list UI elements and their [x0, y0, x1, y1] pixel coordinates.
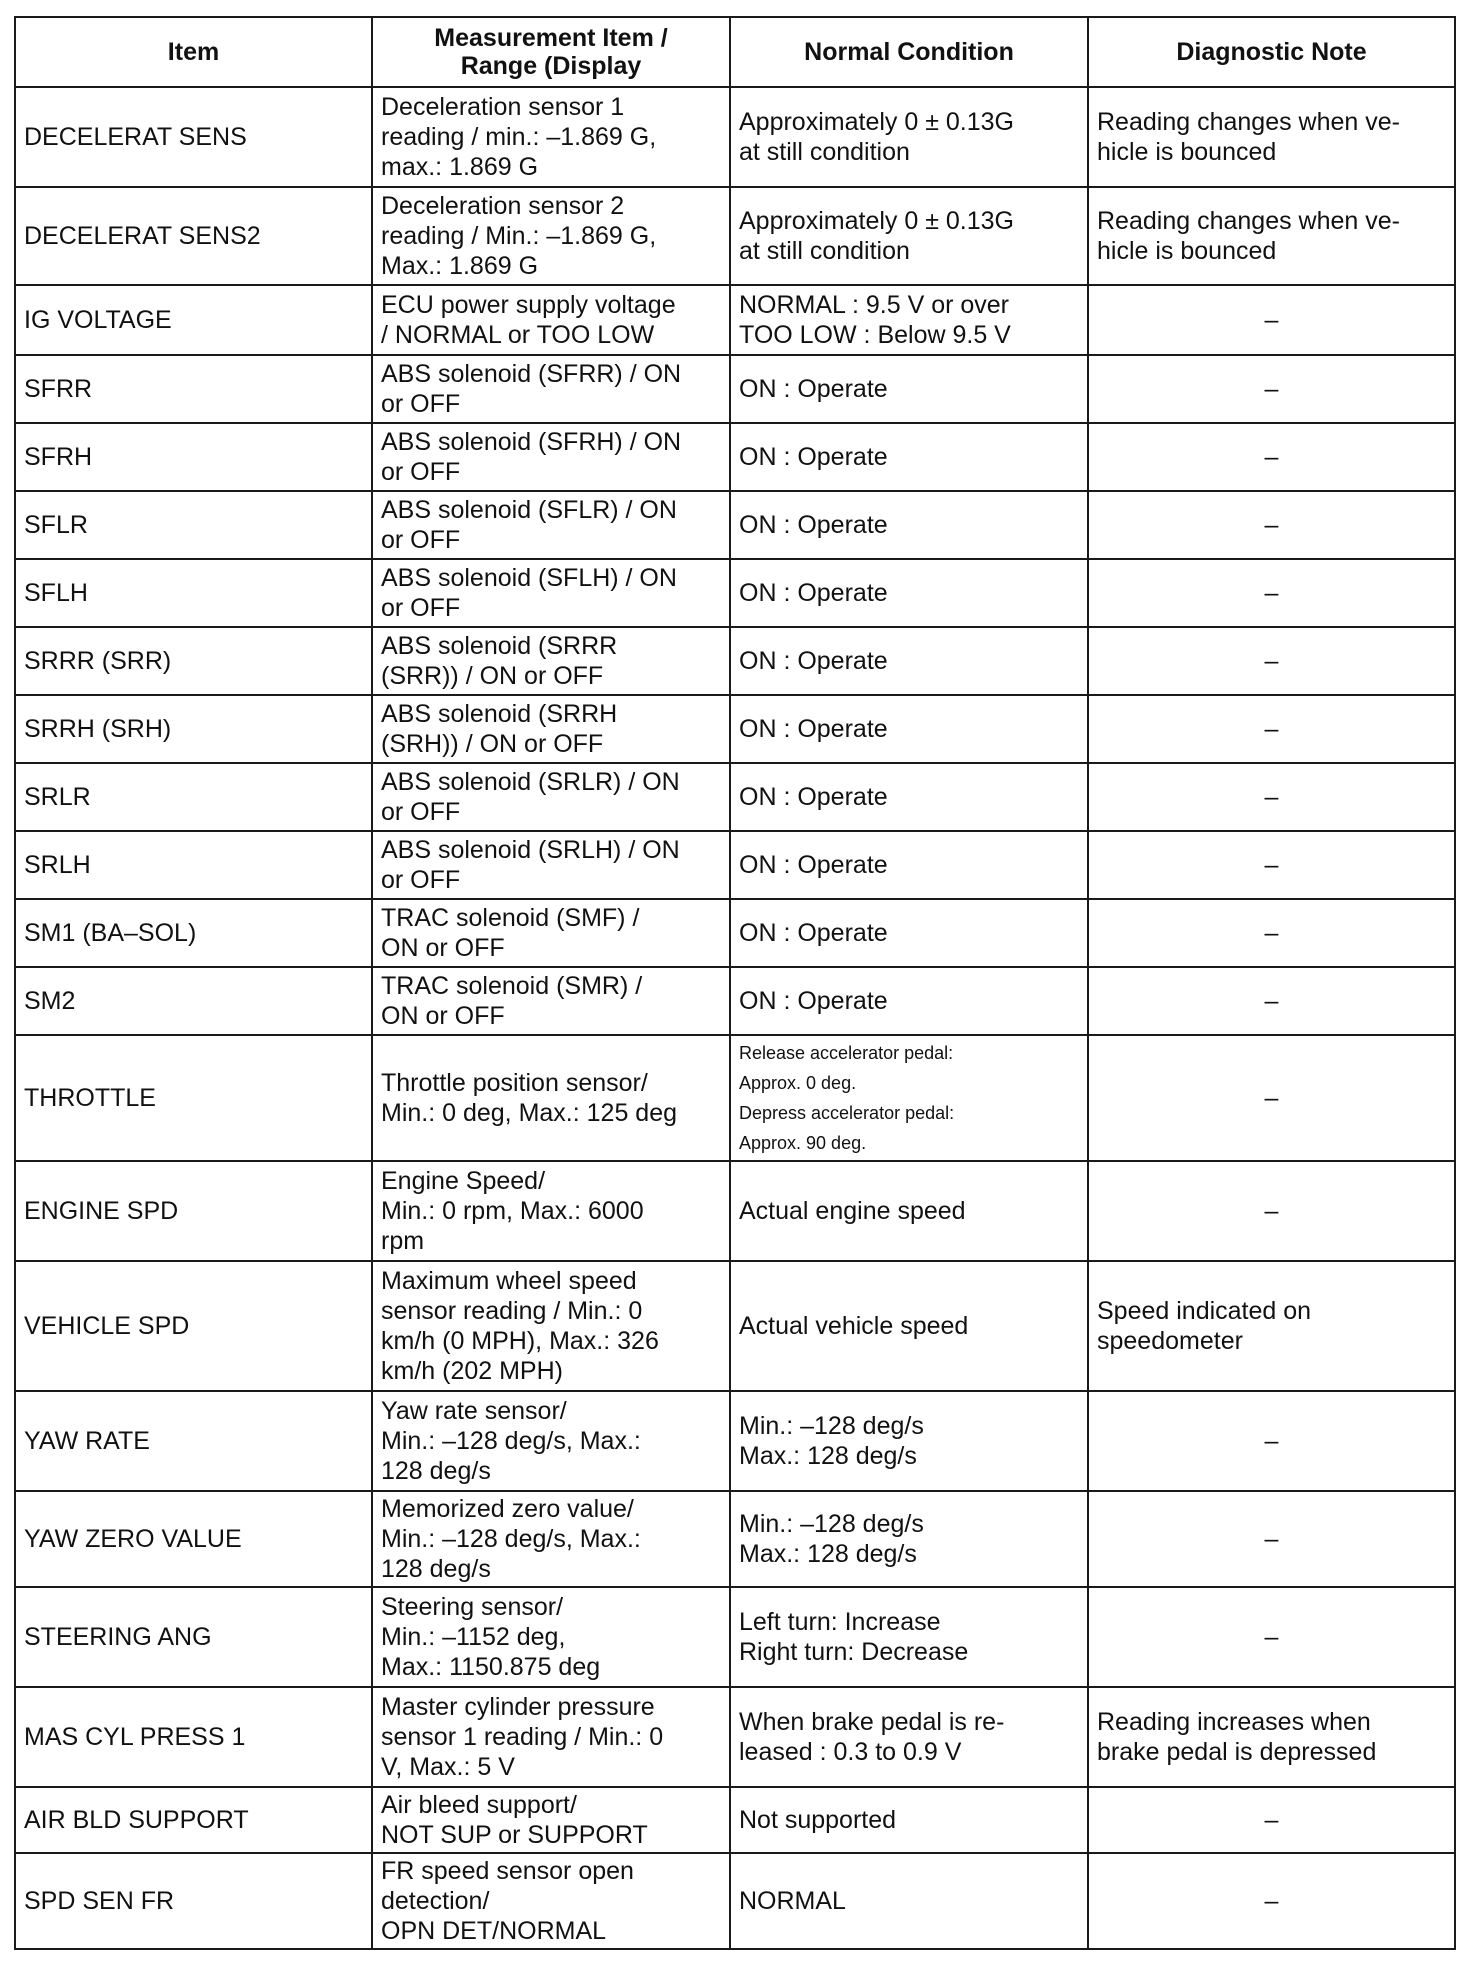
table-row — [15, 1035, 1455, 1161]
cell-diagnostic-note-text: – — [1264, 987, 1279, 1015]
cell-diagnostic-note — [1088, 1853, 1455, 1949]
cell-measurement-text: Deceleration sensor 1 reading / min.: –1.869 G, max.: 1.869 G — [381, 93, 657, 181]
cell-diagnostic-note-text: – — [1264, 919, 1279, 947]
cell-item — [15, 627, 372, 695]
header-item: Item — [15, 17, 372, 87]
cell-measurement-text: ABS solenoid (SRLR) / ON or OFF — [381, 768, 680, 826]
cell-diagnostic-note — [1088, 1035, 1455, 1161]
cell-item-text: YAW ZERO VALUE — [24, 1525, 242, 1553]
table-row — [15, 285, 1455, 355]
table-row — [15, 627, 1455, 695]
cell-measurement-text: Steering sensor/ Min.: –1152 deg, Max.: 1150.875 deg — [381, 1593, 601, 1681]
cell-diagnostic-note — [1088, 1161, 1455, 1261]
cell-measurement — [372, 1587, 730, 1687]
cell-normal-condition — [730, 763, 1088, 831]
cell-measurement-text: Engine Speed/ Min.: 0 rpm, Max.: 6000 rpm — [381, 1167, 644, 1255]
cell-diagnostic-note-text: Reading increases when brake pedal is depressed — [1097, 1708, 1377, 1766]
cell-item-text: DECELERAT SENS2 — [24, 222, 261, 250]
cell-diagnostic-note-text: – — [1264, 851, 1279, 879]
table-row — [15, 355, 1455, 423]
cell-item — [15, 87, 372, 187]
cell-item — [15, 187, 372, 285]
cell-normal-condition-text: Approximately 0 ± 0.13G at still condition — [739, 108, 1014, 166]
cell-normal-condition-text: Actual vehicle speed — [739, 1312, 969, 1340]
cell-item-text: SRRR (SRR) — [24, 647, 172, 675]
cell-item-text: THROTTLE — [24, 1084, 156, 1112]
cell-measurement — [372, 831, 730, 899]
cell-item — [15, 285, 372, 355]
cell-normal-condition — [730, 695, 1088, 763]
cell-measurement — [372, 1787, 730, 1853]
cell-normal-condition-text: ON : Operate — [739, 919, 888, 947]
cell-normal-condition — [730, 491, 1088, 559]
cell-item-text: DECELERAT SENS — [24, 123, 247, 151]
cell-measurement — [372, 967, 730, 1035]
cell-diagnostic-note — [1088, 1587, 1455, 1687]
cell-normal-condition — [730, 1787, 1088, 1853]
cell-item — [15, 1853, 372, 1949]
cell-item — [15, 491, 372, 559]
cell-normal-condition — [730, 899, 1088, 967]
cell-measurement — [372, 559, 730, 627]
cell-item-text: MAS CYL PRESS 1 — [24, 1723, 246, 1751]
cell-item — [15, 1261, 372, 1391]
cell-normal-condition-text: ON : Operate — [739, 987, 888, 1015]
cell-diagnostic-note-text: – — [1264, 783, 1279, 811]
cell-measurement — [372, 1491, 730, 1587]
cell-item-text: VEHICLE SPD — [24, 1312, 190, 1340]
cell-diagnostic-note — [1088, 1261, 1455, 1391]
cell-diagnostic-note-text: – — [1264, 511, 1279, 539]
cell-normal-condition — [730, 1391, 1088, 1491]
cell-measurement — [372, 285, 730, 355]
cell-measurement-text: Air bleed support/ NOT SUP or SUPPORT — [381, 1791, 648, 1849]
cell-measurement-text: TRAC solenoid (SMR) / ON or OFF — [381, 972, 643, 1030]
cell-item-text: SFLH — [24, 579, 88, 607]
cell-normal-condition-text: ON : Operate — [739, 579, 888, 607]
cell-diagnostic-note — [1088, 1687, 1455, 1787]
cell-measurement — [372, 1391, 730, 1491]
cell-diagnostic-note — [1088, 1787, 1455, 1853]
cell-normal-condition — [730, 627, 1088, 695]
cell-diagnostic-note-text: – — [1264, 1887, 1279, 1915]
table-row — [15, 1787, 1455, 1853]
cell-measurement-text: ECU power supply voltage / NORMAL or TOO LOW — [381, 291, 676, 349]
table-row — [15, 831, 1455, 899]
cell-diagnostic-note-text: – — [1264, 579, 1279, 607]
table-row — [15, 1391, 1455, 1491]
cell-diagnostic-note-text: Speed indicated on speedometer — [1097, 1297, 1312, 1355]
cell-item-text: SM1 (BA–SOL) — [24, 919, 197, 947]
table-row — [15, 1687, 1455, 1787]
table-row — [15, 763, 1455, 831]
cell-item — [15, 1787, 372, 1853]
cell-measurement-text: Throttle position sensor/ Min.: 0 deg, Max.: 125 deg — [381, 1069, 678, 1127]
cell-diagnostic-note-text: – — [1264, 715, 1279, 743]
cell-diagnostic-note-text: – — [1264, 1197, 1279, 1225]
cell-item-text: SPD SEN FR — [24, 1887, 175, 1915]
cell-diagnostic-note-text: – — [1264, 1427, 1279, 1455]
cell-measurement — [372, 1853, 730, 1949]
cell-diagnostic-note — [1088, 695, 1455, 763]
cell-item-text: STEERING ANG — [24, 1623, 212, 1651]
table-row — [15, 1853, 1455, 1949]
cell-normal-condition — [730, 831, 1088, 899]
cell-measurement-text: ABS solenoid (SFLH) / ON or OFF — [381, 564, 677, 622]
cell-diagnostic-note — [1088, 491, 1455, 559]
cell-normal-condition-text: Actual engine speed — [739, 1197, 966, 1225]
cell-diagnostic-note — [1088, 87, 1455, 187]
header-normal-condition: Normal Condition — [730, 17, 1088, 87]
table-row — [15, 491, 1455, 559]
table-row — [15, 423, 1455, 491]
cell-measurement-text: FR speed sensor open detection/ OPN DET/NORMAL — [381, 1857, 634, 1945]
cell-diagnostic-note — [1088, 1491, 1455, 1587]
cell-normal-condition — [730, 355, 1088, 423]
cell-item — [15, 559, 372, 627]
cell-normal-condition-text: NORMAL : 9.5 V or over TOO LOW : Below 9.5 V — [739, 291, 1011, 349]
cell-measurement — [372, 491, 730, 559]
cell-diagnostic-note — [1088, 627, 1455, 695]
cell-measurement-text: ABS solenoid (SRRR (SRR)) / ON or OFF — [381, 632, 618, 690]
cell-normal-condition — [730, 1161, 1088, 1261]
cell-diagnostic-note — [1088, 967, 1455, 1035]
cell-item — [15, 1687, 372, 1787]
cell-measurement-text: TRAC solenoid (SMF) / ON or OFF — [381, 904, 640, 962]
cell-normal-condition — [730, 1587, 1088, 1687]
cell-normal-condition-text: ON : Operate — [739, 375, 888, 403]
table-row — [15, 1491, 1455, 1587]
cell-normal-condition — [730, 187, 1088, 285]
cell-item — [15, 355, 372, 423]
cell-measurement — [372, 695, 730, 763]
cell-measurement — [372, 899, 730, 967]
cell-normal-condition-text: Release accelerator pedal: Approx. 0 deg. Depress accelerator pedal: Approx. 90 deg. — [739, 1043, 955, 1153]
cell-normal-condition-text: Min.: –128 deg/s Max.: 128 deg/s — [739, 1412, 924, 1470]
cell-normal-condition-text: Approximately 0 ± 0.13G at still condition — [739, 207, 1014, 265]
header-diagnostic-note: Diagnostic Note — [1088, 17, 1455, 87]
cell-measurement-text: Master cylinder pressure sensor 1 reading / Min.: 0 V, Max.: 5 V — [381, 1693, 664, 1781]
cell-item-text: SRLH — [24, 851, 91, 879]
table-row — [15, 1261, 1455, 1391]
cell-measurement-text: Deceleration sensor 2 reading / Min.: –1.869 G, Max.: 1.869 G — [381, 192, 657, 280]
cell-normal-condition — [730, 87, 1088, 187]
cell-diagnostic-note — [1088, 763, 1455, 831]
cell-normal-condition-text: When brake pedal is re- leased : 0.3 to 0.9 V — [739, 1708, 1005, 1766]
cell-normal-condition-text: ON : Operate — [739, 715, 888, 743]
cell-diagnostic-note-text: – — [1264, 1084, 1279, 1112]
cell-measurement-text: Memorized zero value/ Min.: –128 deg/s, Max.: 128 deg/s — [381, 1495, 641, 1583]
table-row — [15, 695, 1455, 763]
cell-normal-condition — [730, 1035, 1088, 1161]
cell-item-text: SFRR — [24, 375, 93, 403]
cell-diagnostic-note-text: – — [1264, 1525, 1279, 1553]
diagnostic-data-table — [14, 16, 1456, 1950]
cell-item — [15, 423, 372, 491]
table-header-row — [15, 17, 1455, 87]
cell-diagnostic-note — [1088, 899, 1455, 967]
cell-item — [15, 1391, 372, 1491]
cell-measurement — [372, 355, 730, 423]
cell-measurement-text: ABS solenoid (SFRR) / ON or OFF — [381, 360, 682, 418]
cell-item-text: AIR BLD SUPPORT — [24, 1806, 249, 1834]
cell-diagnostic-note-text: – — [1264, 1623, 1279, 1651]
cell-normal-condition-text: ON : Operate — [739, 783, 888, 811]
cell-item-text: ENGINE SPD — [24, 1197, 179, 1225]
cell-diagnostic-note-text: – — [1264, 647, 1279, 675]
cell-diagnostic-note — [1088, 559, 1455, 627]
cell-item-text: SRRH (SRH) — [24, 715, 172, 743]
cell-diagnostic-note-text: – — [1264, 1806, 1279, 1834]
cell-item-text: SM2 — [24, 987, 76, 1015]
cell-normal-condition-text: ON : Operate — [739, 851, 888, 879]
cell-normal-condition-text: NORMAL — [739, 1887, 846, 1915]
cell-measurement — [372, 1161, 730, 1261]
cell-measurement — [372, 423, 730, 491]
cell-item — [15, 967, 372, 1035]
cell-normal-condition-text: ON : Operate — [739, 511, 888, 539]
table-row — [15, 899, 1455, 967]
cell-diagnostic-note — [1088, 1391, 1455, 1491]
cell-diagnostic-note — [1088, 831, 1455, 899]
cell-item-text: IG VOLTAGE — [24, 306, 172, 334]
cell-measurement — [372, 87, 730, 187]
table-row — [15, 559, 1455, 627]
cell-normal-condition — [730, 1687, 1088, 1787]
cell-item — [15, 1491, 372, 1587]
cell-normal-condition — [730, 1853, 1088, 1949]
cell-diagnostic-note — [1088, 285, 1455, 355]
cell-normal-condition — [730, 285, 1088, 355]
table-row — [15, 967, 1455, 1035]
table-row — [15, 187, 1455, 285]
cell-measurement — [372, 1261, 730, 1391]
cell-item — [15, 1161, 372, 1261]
cell-item-text: SRLR — [24, 783, 91, 811]
cell-diagnostic-note-text: – — [1264, 443, 1279, 471]
table-body — [15, 87, 1455, 1949]
cell-measurement — [372, 627, 730, 695]
cell-measurement — [372, 763, 730, 831]
table-row — [15, 1587, 1455, 1687]
cell-diagnostic-note-text: Reading changes when ve- hicle is bounced — [1097, 207, 1400, 265]
cell-item — [15, 899, 372, 967]
cell-measurement-text: ABS solenoid (SRLH) / ON or OFF — [381, 836, 680, 894]
diagnostic-table-container — [14, 16, 1456, 1950]
cell-normal-condition — [730, 559, 1088, 627]
cell-normal-condition — [730, 1491, 1088, 1587]
cell-diagnostic-note-text: – — [1264, 375, 1279, 403]
cell-item — [15, 831, 372, 899]
cell-measurement-text: ABS solenoid (SFLR) / ON or OFF — [381, 496, 677, 554]
table-row — [15, 1161, 1455, 1261]
cell-measurement — [372, 1035, 730, 1161]
cell-measurement-text: ABS solenoid (SRRH (SRH)) / ON or OFF — [381, 700, 618, 758]
cell-item — [15, 1587, 372, 1687]
cell-diagnostic-note — [1088, 187, 1455, 285]
cell-normal-condition-text: Left turn: Increase Right turn: Decrease — [739, 1608, 969, 1666]
cell-measurement-text: ABS solenoid (SFRH) / ON or OFF — [381, 428, 682, 486]
table-row — [15, 87, 1455, 187]
cell-measurement — [372, 1687, 730, 1787]
cell-item-text: SFLR — [24, 511, 88, 539]
cell-diagnostic-note-text: – — [1264, 306, 1279, 334]
cell-item-text: SFRH — [24, 443, 93, 471]
cell-normal-condition-text: ON : Operate — [739, 647, 888, 675]
cell-item-text: YAW RATE — [24, 1427, 150, 1455]
cell-measurement — [372, 187, 730, 285]
cell-normal-condition — [730, 967, 1088, 1035]
cell-normal-condition-text: Not supported — [739, 1806, 897, 1834]
cell-measurement-text: Maximum wheel speed sensor reading / Min.: 0 km/h (0 MPH), Max.: 326 km/h (202 MPH) — [381, 1267, 659, 1385]
cell-normal-condition — [730, 1261, 1088, 1391]
cell-measurement-text: Yaw rate sensor/ Min.: –128 deg/s, Max.: 128 deg/s — [381, 1397, 641, 1485]
cell-item — [15, 695, 372, 763]
cell-normal-condition-text: ON : Operate — [739, 443, 888, 471]
cell-diagnostic-note — [1088, 355, 1455, 423]
cell-item — [15, 1035, 372, 1161]
header-measurement: Measurement Item / Range (Display — [372, 17, 730, 87]
cell-normal-condition — [730, 423, 1088, 491]
cell-normal-condition-text: Min.: –128 deg/s Max.: 128 deg/s — [739, 1510, 924, 1568]
cell-diagnostic-note-text: Reading changes when ve- hicle is bounced — [1097, 108, 1400, 166]
cell-diagnostic-note — [1088, 423, 1455, 491]
cell-item — [15, 763, 372, 831]
